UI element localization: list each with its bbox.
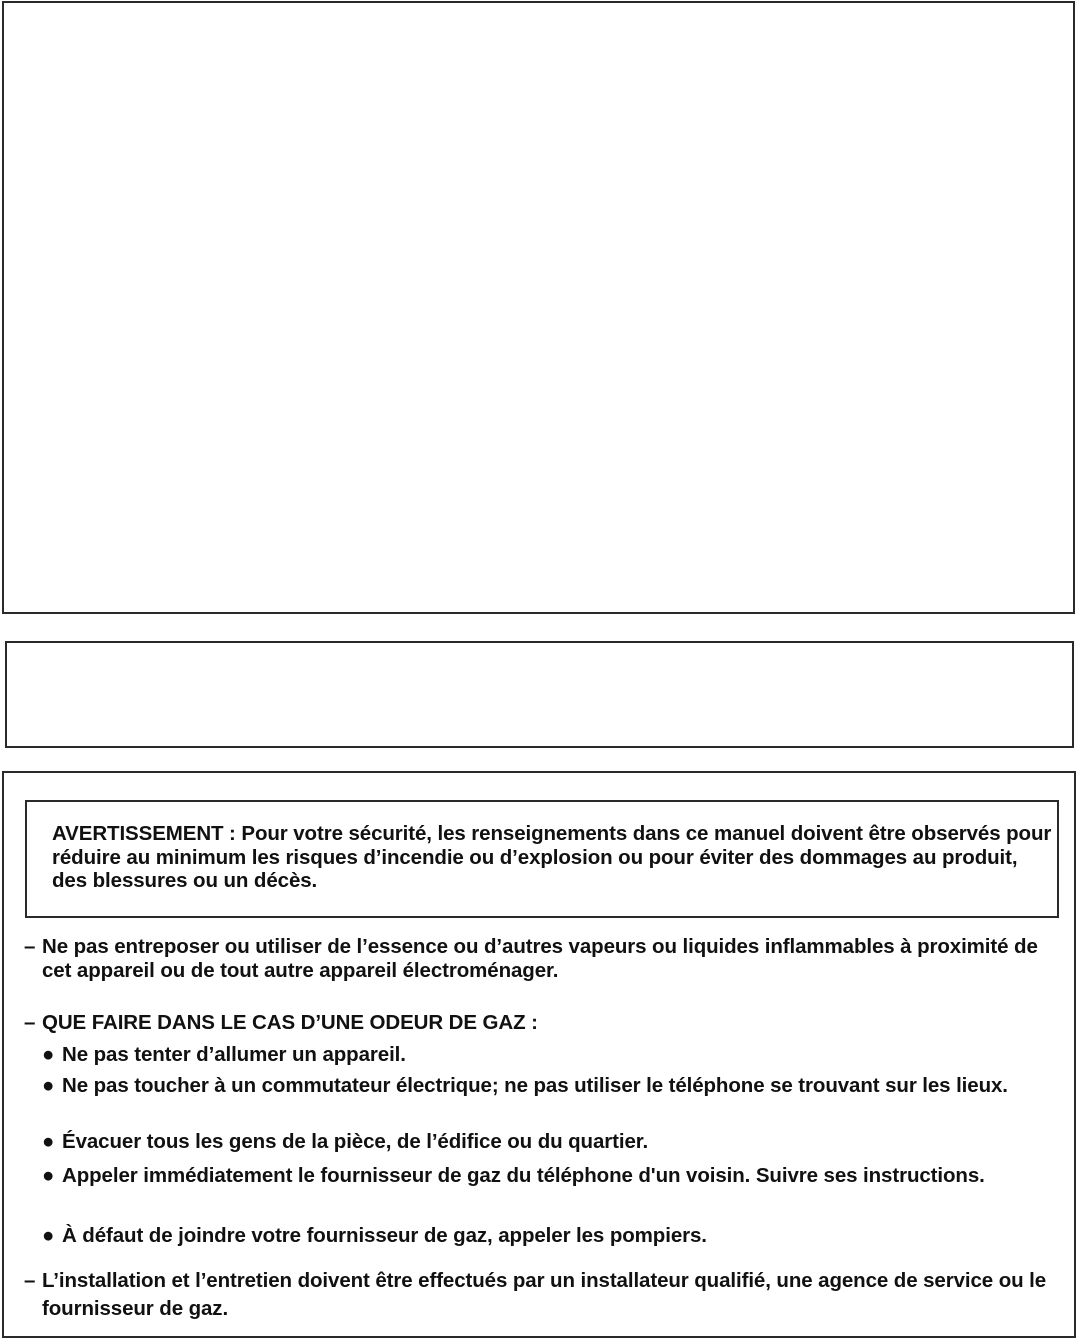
bullet-icon: ● xyxy=(42,1224,55,1247)
gas-heading: QUE FAIRE DANS LE CAS D’UNE ODEUR DE GAZ : xyxy=(42,1011,538,1034)
bullet-icon: ● xyxy=(42,1130,55,1153)
gas-step-2 xyxy=(42,1074,1062,1098)
storage-instruction xyxy=(24,935,1064,982)
gas-step-text: Appeler immédiatement le fournisseur de gaz du téléphone d'un voisin. Suivre ses instructions. xyxy=(62,1164,985,1187)
bullet-icon: ● xyxy=(42,1074,55,1097)
gas-step-1 xyxy=(42,1043,1062,1067)
dash-marker: – xyxy=(24,935,36,958)
dash-marker: – xyxy=(24,1269,36,1292)
warning-text: AVERTISSEMENT : Pour votre sécurité, les renseignements dans ce manuel doivent être observés pour réduire au minimum les risques d’incendie ou d’explosion ou pour éviter des dommages au produit, des blessures ou un décès. xyxy=(52,822,1052,892)
gas-step-text: Ne pas toucher à un commutateur électrique; ne pas utiliser le téléphone se trouvant sur les lieux. xyxy=(62,1074,1008,1097)
bullet-icon: ● xyxy=(42,1043,55,1066)
safety-panel xyxy=(2,771,1076,1338)
installation-text: L’installation et l’entretien doivent être effectués par un installateur qualifié, une agence de service ou le fournisseur de gaz. xyxy=(42,1269,1047,1320)
gas-step-3 xyxy=(42,1130,1062,1154)
gas-step-5 xyxy=(42,1224,1062,1248)
storage-text: Ne pas entreposer ou utiliser de l’essence ou d’autres vapeurs ou liquides inflammables à proximité de cet appareil ou de tout autre appareil électroménager. xyxy=(42,935,1038,982)
dash-marker: – xyxy=(24,1011,36,1034)
bullet-icon: ● xyxy=(42,1164,55,1187)
gas-heading-item xyxy=(24,1011,1064,1035)
gas-step-text: À défaut de joindre votre fournisseur de gaz, appeler les pompiers. xyxy=(62,1224,707,1247)
empty-panel-middle xyxy=(5,641,1074,748)
installation-instruction xyxy=(24,1267,1064,1323)
gas-step-text: Évacuer tous les gens de la pièce, de l’édifice ou du quartier. xyxy=(62,1130,649,1153)
gas-step-text: Ne pas tenter d’allumer un appareil. xyxy=(62,1043,406,1066)
warning-box xyxy=(25,800,1059,918)
empty-panel-top xyxy=(2,1,1075,614)
gas-step-4 xyxy=(42,1164,1062,1188)
